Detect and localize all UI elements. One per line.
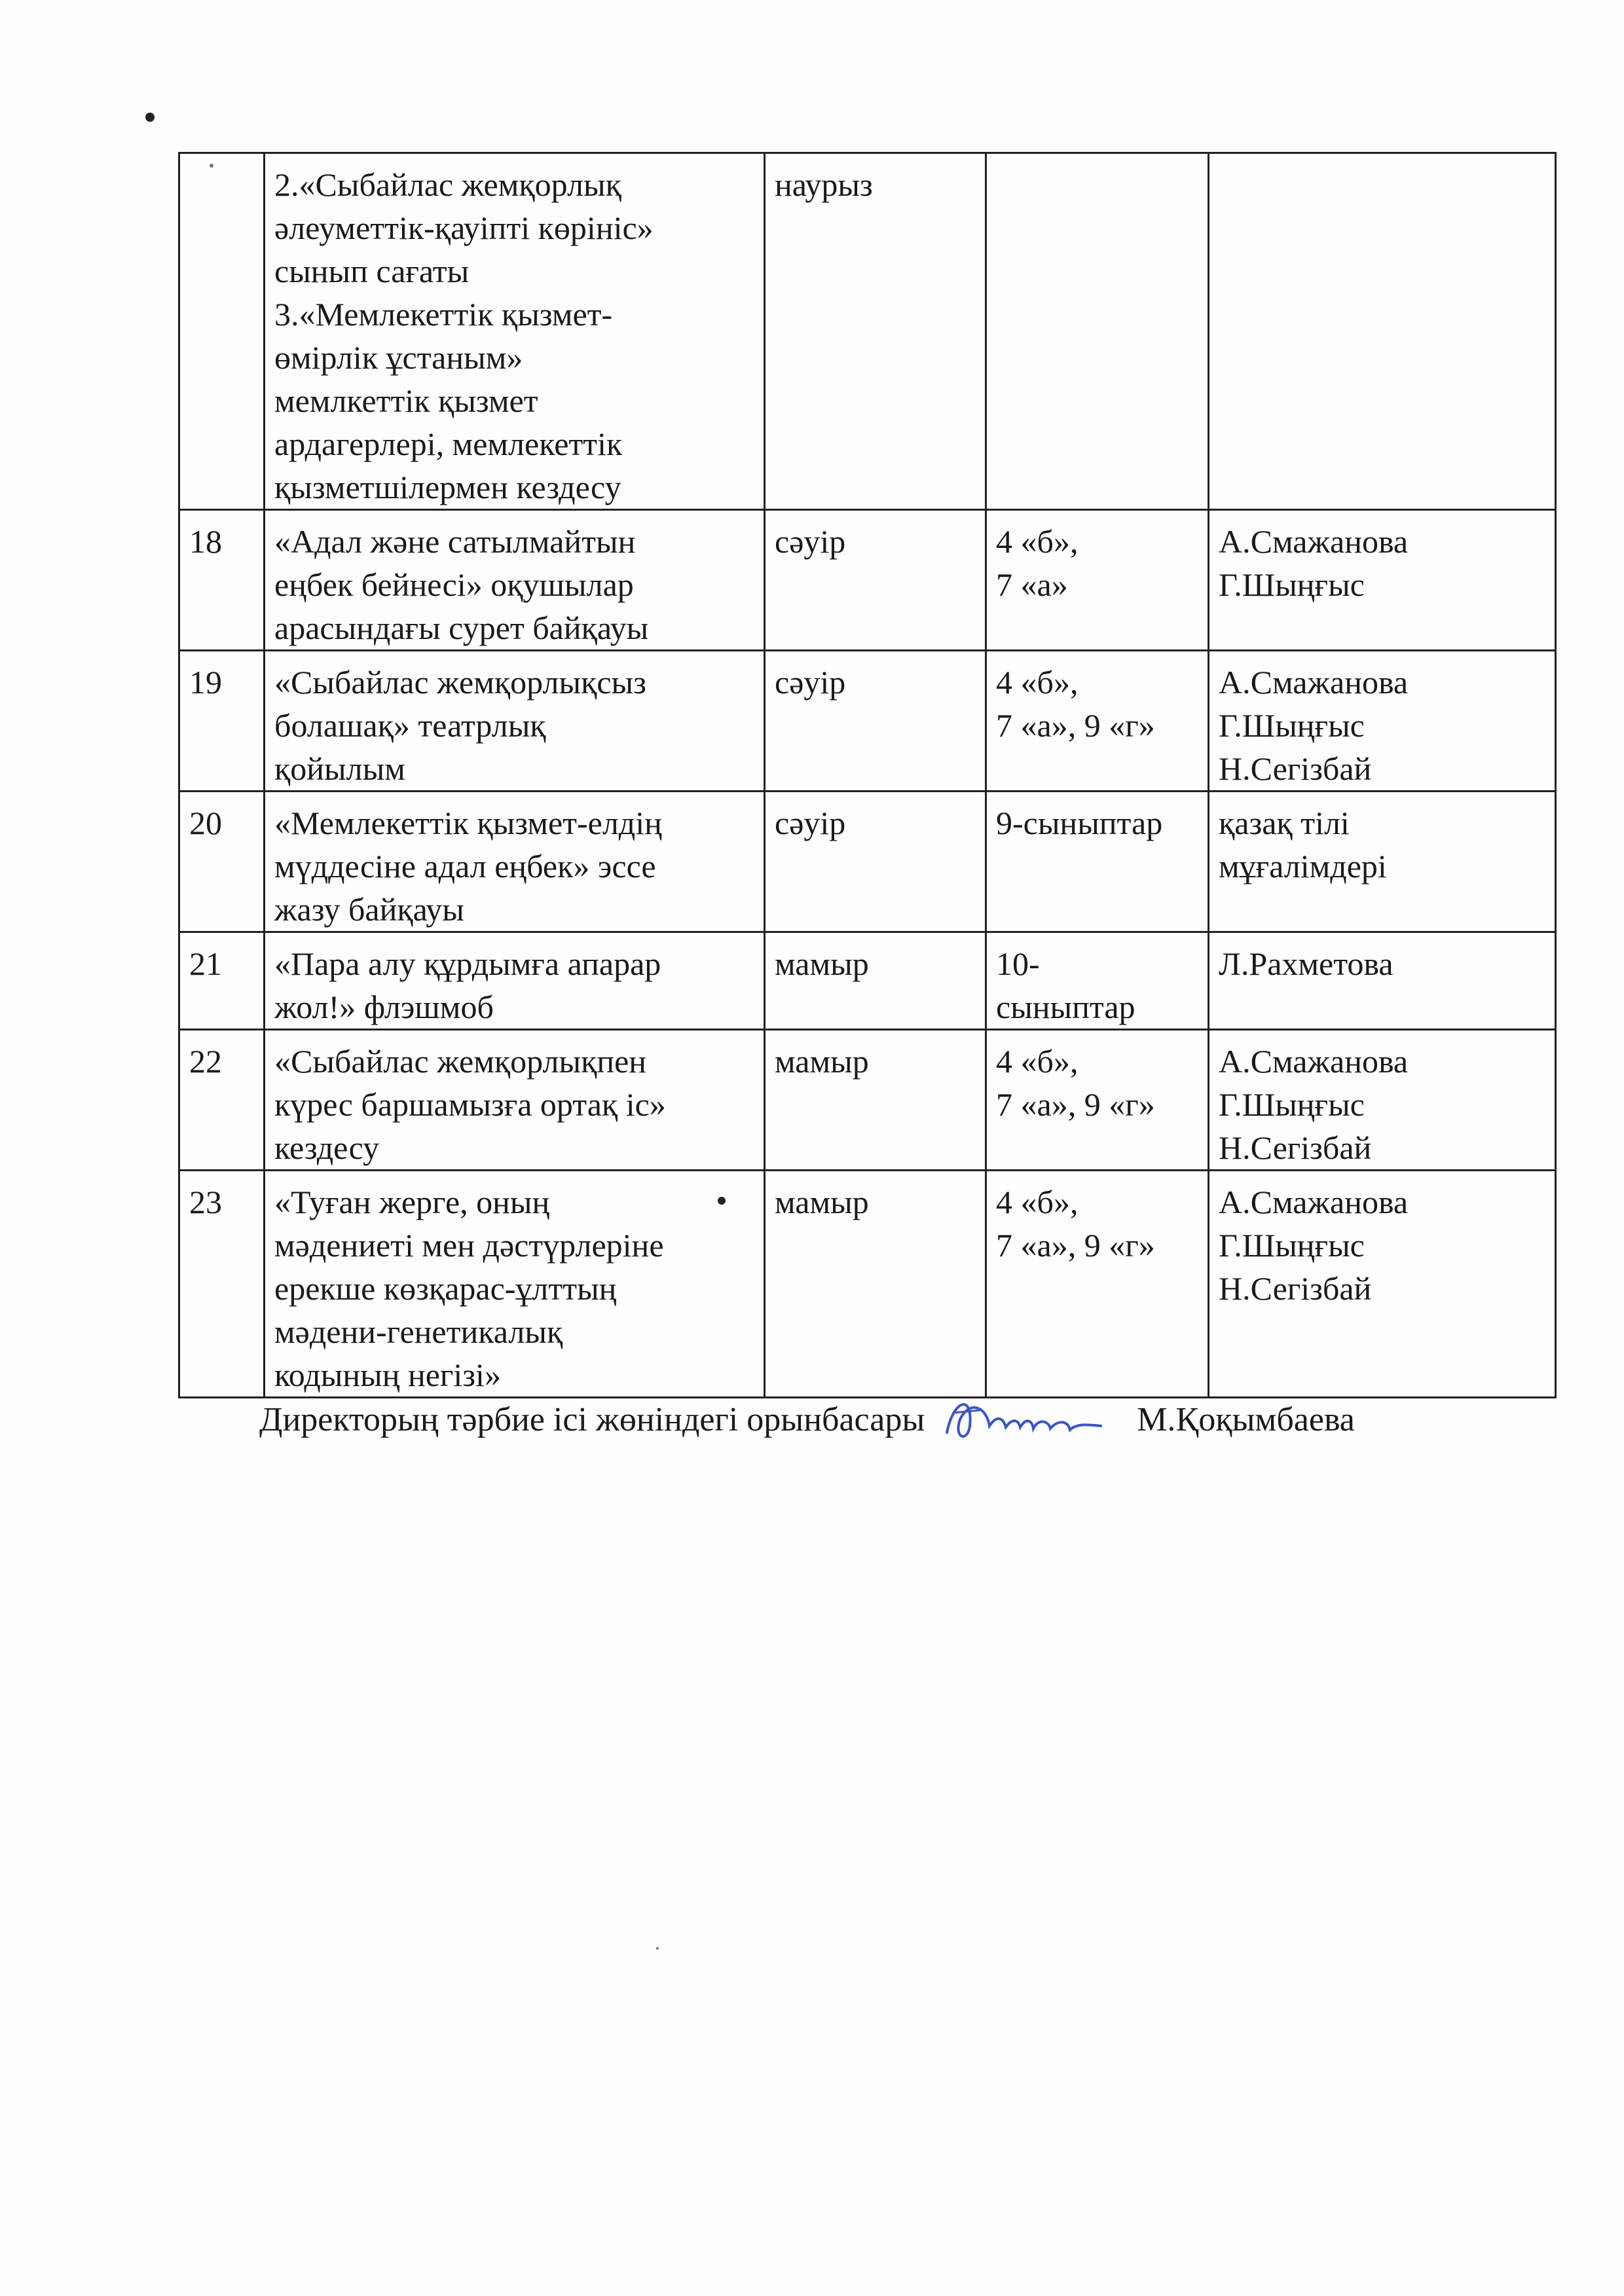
responsible-line: мұғалімдері (1219, 848, 1387, 884)
event-line: 3.«Мемлекеттік қызмет- (274, 296, 613, 333)
row-number: 23 (179, 1171, 265, 1398)
class-line: 9-сыныптар (996, 805, 1163, 841)
event-line: «Сыбайлас жемқорлықпен (274, 1043, 647, 1080)
event-line: ерекше көзқарас-ұлттың (274, 1270, 617, 1307)
event-cell (265, 153, 765, 510)
events-table-body (179, 153, 1556, 1398)
date-cell: сәуір (765, 792, 986, 932)
signature-footer (259, 1387, 1355, 1452)
event-line: 2.«Сыбайлас жемқорлық (274, 166, 621, 203)
class-line: сыныптар (996, 989, 1135, 1025)
responsible-line: Н.Сегізбай (1219, 750, 1372, 787)
handwritten-signature (934, 1387, 1111, 1452)
responsible-line: Г.Шыңғыс (1219, 1086, 1365, 1123)
responsible-line: Г.Шыңғыс (1219, 707, 1365, 744)
event-line: «Туған жерге, оның (274, 1184, 550, 1220)
date-cell: наурыз (765, 153, 986, 510)
responsible-cell (1209, 651, 1556, 792)
responsible-line: Н.Сегізбай (1219, 1129, 1372, 1166)
event-cell (265, 1030, 765, 1171)
event-line: «Сыбайлас жемқорлықсыз (274, 664, 646, 701)
event-line: өмірлік ұстаным» (274, 339, 523, 376)
event-line: ардагерлері, мемлекеттік (274, 426, 623, 462)
event-line: сынып сағаты (274, 253, 470, 289)
class-cell (986, 1030, 1209, 1171)
class-cell (986, 651, 1209, 792)
event-line: арасындағы сурет байқауы (274, 610, 649, 646)
table-row (179, 1171, 1556, 1398)
event-line: қызметшілермен кездесу (274, 469, 621, 505)
event-cell (265, 651, 765, 792)
class-cell (986, 792, 1209, 932)
event-line: жазу байқауы (274, 891, 464, 928)
responsible-line: А.Смажанова (1219, 1043, 1409, 1080)
class-line: 7 «а» (996, 566, 1068, 603)
event-line: мәдениеті мен дәстүрлеріне (274, 1227, 664, 1264)
event-line: мемлкеттік қызмет (274, 382, 538, 419)
responsible-line: қазақ тілі (1219, 805, 1350, 841)
responsible-line: Л.Рахметова (1219, 945, 1393, 982)
class-cell (986, 1171, 1209, 1398)
row-number: 20 (179, 792, 265, 932)
event-cell (265, 932, 765, 1030)
class-line: 7 «а», 9 «г» (996, 1227, 1155, 1264)
responsible-cell (1209, 932, 1556, 1030)
event-line: күрес баршамызға ортақ іс» (274, 1086, 666, 1123)
responsible-cell (1209, 1171, 1556, 1398)
date-cell: сәуір (765, 651, 986, 792)
responsible-cell (1209, 153, 1556, 510)
event-line: «Адал және сатылмайтын (274, 523, 636, 560)
event-line: болашақ» театрлық (274, 707, 546, 744)
responsible-line: Г.Шыңғыс (1219, 566, 1365, 603)
table-row (179, 792, 1556, 932)
responsible-line: Г.Шыңғыс (1219, 1227, 1365, 1264)
event-line: мәдени-генетикалық (274, 1313, 563, 1350)
event-line: қойылым (274, 750, 405, 787)
event-line: әлеуметтік-қауіпті көрініс» (274, 210, 654, 246)
scan-speck (656, 1947, 659, 1950)
table-row (179, 932, 1556, 1030)
date-cell: сәуір (765, 510, 986, 651)
class-cell (986, 153, 1209, 510)
event-line: жол!» флэшмоб (274, 989, 494, 1025)
responsible-line: А.Смажанова (1219, 523, 1409, 560)
table-row (179, 651, 1556, 792)
row-number: 18 (179, 510, 265, 651)
responsible-line: А.Смажанова (1219, 664, 1409, 701)
event-line: мүддесіне адал еңбек» эссе (274, 848, 656, 884)
scan-speck (145, 113, 155, 122)
table-row (179, 153, 1556, 510)
class-line: 4 «б», (996, 1043, 1079, 1080)
responsible-cell (1209, 510, 1556, 651)
table-row (179, 1030, 1556, 1171)
event-line: кодының негізі» (274, 1357, 501, 1393)
event-line: еңбек бейнесі» оқушылар (274, 566, 634, 603)
position-label: Директорың тәрбие ісі жөніндегі орынбасары (259, 1400, 925, 1438)
class-line: 4 «б», (996, 664, 1079, 701)
event-cell (265, 510, 765, 651)
date-cell: мамыр (765, 1171, 986, 1398)
responsible-line: Н.Сегізбай (1219, 1270, 1372, 1307)
class-line: 10- (996, 945, 1040, 982)
row-number: 21 (179, 932, 265, 1030)
event-line: кездесу (274, 1129, 380, 1166)
events-table (178, 152, 1557, 1398)
row-number: 22 (179, 1030, 265, 1171)
class-line: 4 «б», (996, 1184, 1079, 1220)
date-cell: мамыр (765, 1030, 986, 1171)
event-line: «Пара алу құрдымға апарар (274, 945, 661, 982)
event-cell (265, 792, 765, 932)
row-number (179, 153, 265, 510)
signatory-name: М.Қоқымбаева (1137, 1400, 1355, 1438)
class-line: 7 «а», 9 «г» (996, 707, 1155, 744)
event-cell (265, 1171, 765, 1398)
responsible-cell (1209, 1030, 1556, 1171)
responsible-cell (1209, 792, 1556, 932)
row-number: 19 (179, 651, 265, 792)
class-cell (986, 932, 1209, 1030)
class-line: 4 «б», (996, 523, 1079, 560)
class-cell (986, 510, 1209, 651)
table-row (179, 510, 1556, 651)
date-cell: мамыр (765, 932, 986, 1030)
event-line: «Мемлекеттік қызмет-елдің (274, 805, 662, 841)
class-line: 7 «а», 9 «г» (996, 1086, 1155, 1123)
responsible-line: А.Смажанова (1219, 1184, 1409, 1220)
